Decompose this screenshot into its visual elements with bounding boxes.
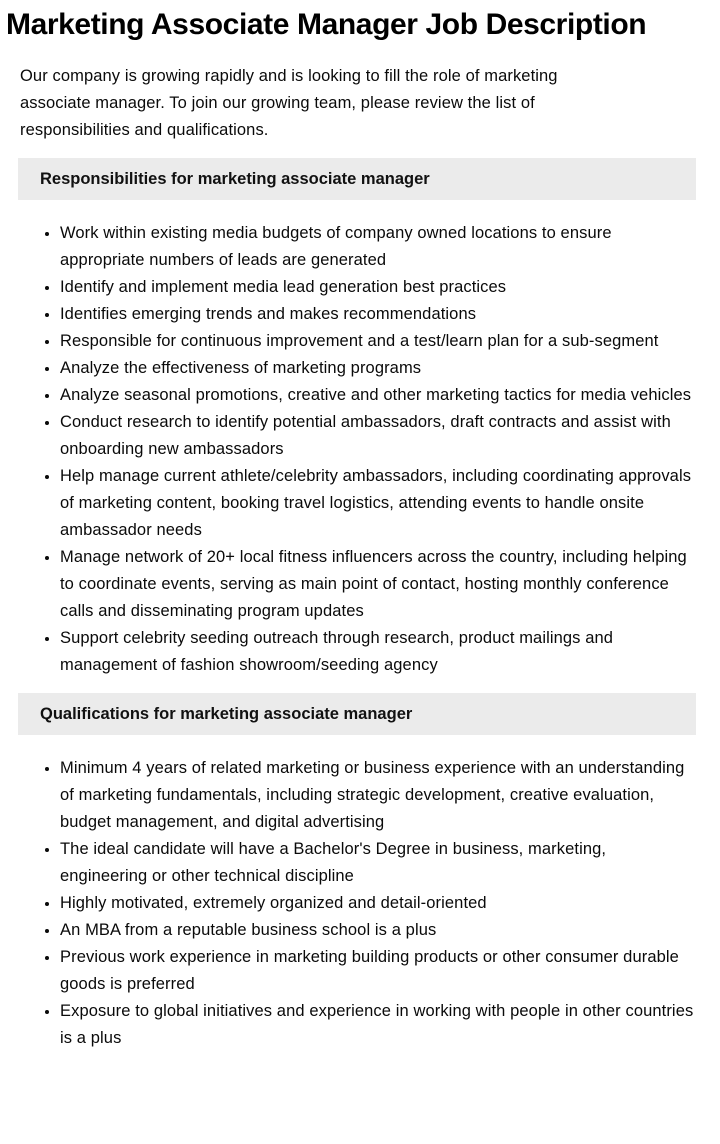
qualifications-list [0, 755, 694, 1052]
responsibility-item: • Identify and implement media lead generation best practices [60, 274, 694, 301]
responsibility-item: • Analyze seasonal promotions, creative and other marketing tactics for media vehicles [60, 382, 694, 409]
responsibility-item: • Responsible for continuous improvement and a test/learn plan for a sub-segment [60, 328, 694, 355]
qualification-item: • Minimum 4 years of related marketing or business experience with an understanding of marketing fundamentals, including strategic development, creative evaluation, budget management, and digital advertising [60, 755, 694, 836]
qualification-item: • The ideal candidate will have a Bachelor's Degree in business, marketing, engineering or other technical discipline [60, 836, 694, 890]
responsibility-item: • Analyze the effectiveness of marketing programs [60, 355, 694, 382]
responsibility-item: • Manage network of 20+ local fitness influencers across the country, including helping to coordinate events, serving as main point of contact, hosting monthly conference calls and disseminating program updates [60, 544, 694, 625]
responsibility-item: • Conduct research to identify potential ambassadors, draft contracts and assist with onboarding new ambassadors [60, 409, 694, 463]
page-title: Marketing Associate Manager Job Description [6, 8, 647, 41]
responsibility-item: • Work within existing media budgets of company owned locations to ensure appropriate numbers of leads are generated [60, 220, 694, 274]
responsibilities-heading: Responsibilities for marketing associate manager [18, 158, 696, 200]
qualification-item: • Highly motivated, extremely organized and detail-oriented [60, 890, 694, 917]
job-description-document [0, 6, 720, 1052]
qualifications-section [0, 693, 720, 1052]
qualifications-heading: Qualifications for marketing associate manager [18, 693, 696, 735]
responsibility-item: • Help manage current athlete/celebrity ambassadors, including coordinating approvals of marketing content, booking travel logistics, attending events to handle onsite ambassador needs [60, 463, 694, 544]
qualification-item: • Previous work experience in marketing building products or other consumer durable goods is preferred [60, 944, 694, 998]
responsibilities-list [0, 220, 694, 679]
qualification-item: • An MBA from a reputable business school is a plus [60, 917, 694, 944]
responsibility-item: • Identifies emerging trends and makes recommendations [60, 301, 694, 328]
qualification-item: • Exposure to global initiatives and experience in working with people in other countries is a plus [60, 998, 694, 1052]
responsibilities-section [0, 158, 720, 679]
intro-paragraph: Our company is growing rapidly and is looking to fill the role of marketing associate manager. To join our growing team, please review the list of responsibilities and qualifications. [20, 67, 558, 139]
responsibility-item: • Support celebrity seeding outreach through research, product mailings and management of fashion showroom/seeding agency [60, 625, 694, 679]
